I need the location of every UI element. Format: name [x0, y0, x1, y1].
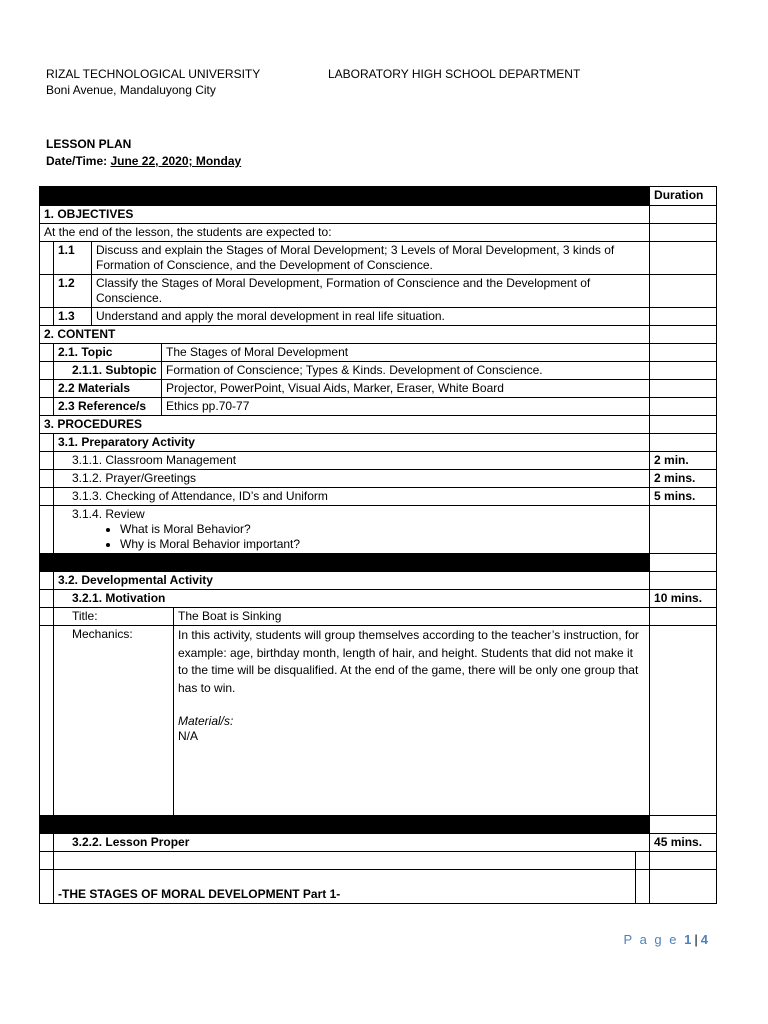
developmental-heading: 3.2. Developmental Activity [54, 572, 650, 590]
procedure-duration: 2 mins. [650, 470, 717, 488]
objective-text: Classify the Stages of Moral Development, Formation of Conscience and the Development of Conscience. [92, 275, 650, 308]
stages-row [40, 870, 717, 904]
stages-heading: -THE STAGES OF MORAL DEVELOPMENT Part 1- [54, 870, 636, 904]
content-label: 2.1.1. Subtopic [54, 362, 162, 380]
content-heading: 2. CONTENT [40, 326, 650, 344]
page-footer [624, 932, 708, 947]
lesson-plan-heading [46, 136, 241, 170]
procedure-item-row [40, 470, 717, 488]
content-row [40, 362, 717, 380]
review-bullet: • What is Moral Behavior? [120, 522, 645, 537]
mechanics-cell [174, 626, 650, 816]
university-name: RIZAL TECHNOLOGICAL UNIVERSITY [46, 67, 261, 81]
table-header-row [40, 187, 717, 206]
lesson-proper-row [40, 834, 717, 852]
objective-number: 1.2 [54, 275, 92, 308]
procedure-item: 3.1.1. Classroom Management [54, 452, 650, 470]
content-value: The Stages of Moral Development [162, 344, 650, 362]
objective-row [40, 242, 717, 275]
motivation-heading: 3.2.1. Motivation [54, 590, 650, 608]
department-name: LABORATORY HIGH SCHOOL DEPARTMENT [328, 67, 581, 81]
date-label: Date/Time: [46, 154, 111, 168]
lesson-plan-table [39, 186, 717, 904]
objectives-heading: 1. OBJECTIVES [40, 206, 650, 224]
page-number: 1 [684, 932, 692, 947]
activity-title-value: The Boat is Sinking [174, 608, 650, 626]
procedure-item: 3.1.3. Checking of Attendance, ID’s and Uniform [54, 488, 650, 506]
procedure-duration: 5 mins. [650, 488, 717, 506]
page-word: P a g e [623, 932, 679, 947]
objectives-intro: At the end of the lesson, the students are expected to: [40, 224, 650, 242]
section-divider [40, 554, 717, 572]
preparatory-row [40, 434, 717, 452]
procedures-heading: 3. PROCEDURES [40, 416, 650, 434]
objective-text: Discuss and explain the Stages of Moral Development; 3 Levels of Moral Development, 3 kinds of Formation of Conscience, and the Development of Conscience. [92, 242, 650, 275]
review-bullet: • Why is Moral Behavior important? [120, 537, 645, 552]
procedure-item: 3.1.2. Prayer/Greetings [54, 470, 650, 488]
procedure-item-row [40, 452, 717, 470]
content-label: 2.3 Reference/s [54, 398, 162, 416]
preparatory-heading: 3.1. Preparatory Activity [54, 434, 650, 452]
review-row [40, 506, 717, 554]
content-row [40, 344, 717, 362]
objective-number: 1.3 [54, 308, 92, 326]
objective-number: 1.1 [54, 242, 92, 275]
content-row [40, 380, 717, 398]
lesson-proper-duration: 45 mins. [650, 834, 717, 852]
procedure-duration: 2 min. [650, 452, 717, 470]
content-value: Projector, PowerPoint, Visual Aids, Marker, Eraser, White Board [162, 380, 650, 398]
school-header [46, 66, 260, 98]
activity-title-label: Title: [54, 608, 174, 626]
lesson-proper-heading: 3.2.2. Lesson Proper [54, 834, 650, 852]
objective-row [40, 308, 717, 326]
motivation-duration: 10 mins. [650, 590, 717, 608]
page-total: 4 [700, 932, 708, 947]
activity-title-row [40, 608, 717, 626]
date-value: June 22, 2020; Monday [110, 154, 242, 168]
mechanics-text: In this activity, students will group themselves according to the teacher’s instruction, for example: age, birthday month, length of hair, and height. Students that did not make it to the time will be disqualified. At the end of the game, there will be only one group that has to win. [178, 628, 639, 695]
objectives-intro-row [40, 224, 717, 242]
content-row [40, 398, 717, 416]
page-separator: | [694, 932, 698, 947]
objective-row [40, 275, 717, 308]
developmental-row [40, 572, 717, 590]
review-bullets [72, 522, 645, 552]
review-cell [54, 506, 650, 554]
university-address: Boni Avenue, Mandaluyong City [46, 83, 216, 97]
materials-label: Material/s: [178, 714, 234, 728]
procedures-heading-row [40, 416, 717, 434]
content-label: 2.1. Topic [54, 344, 162, 362]
objective-text: Understand and apply the moral development in real life situation. [92, 308, 650, 326]
lesson-plan-title: LESSON PLAN [46, 137, 132, 151]
objectives-heading-row [40, 206, 717, 224]
duration-header: Duration [650, 187, 717, 206]
content-value: Ethics pp.70-77 [162, 398, 650, 416]
materials-value: N/A [178, 729, 199, 743]
review-heading: 3.1.4. Review [72, 507, 145, 521]
procedure-item-row [40, 488, 717, 506]
mechanics-row [40, 626, 717, 816]
lesson-date-line [46, 153, 241, 170]
section-divider [40, 816, 717, 834]
motivation-row [40, 590, 717, 608]
content-value: Formation of Conscience; Types & Kinds. Development of Conscience. [162, 362, 650, 380]
blank-row [40, 852, 717, 870]
content-heading-row [40, 326, 717, 344]
content-label: 2.2 Materials [54, 380, 162, 398]
mechanics-label: Mechanics: [54, 626, 174, 816]
